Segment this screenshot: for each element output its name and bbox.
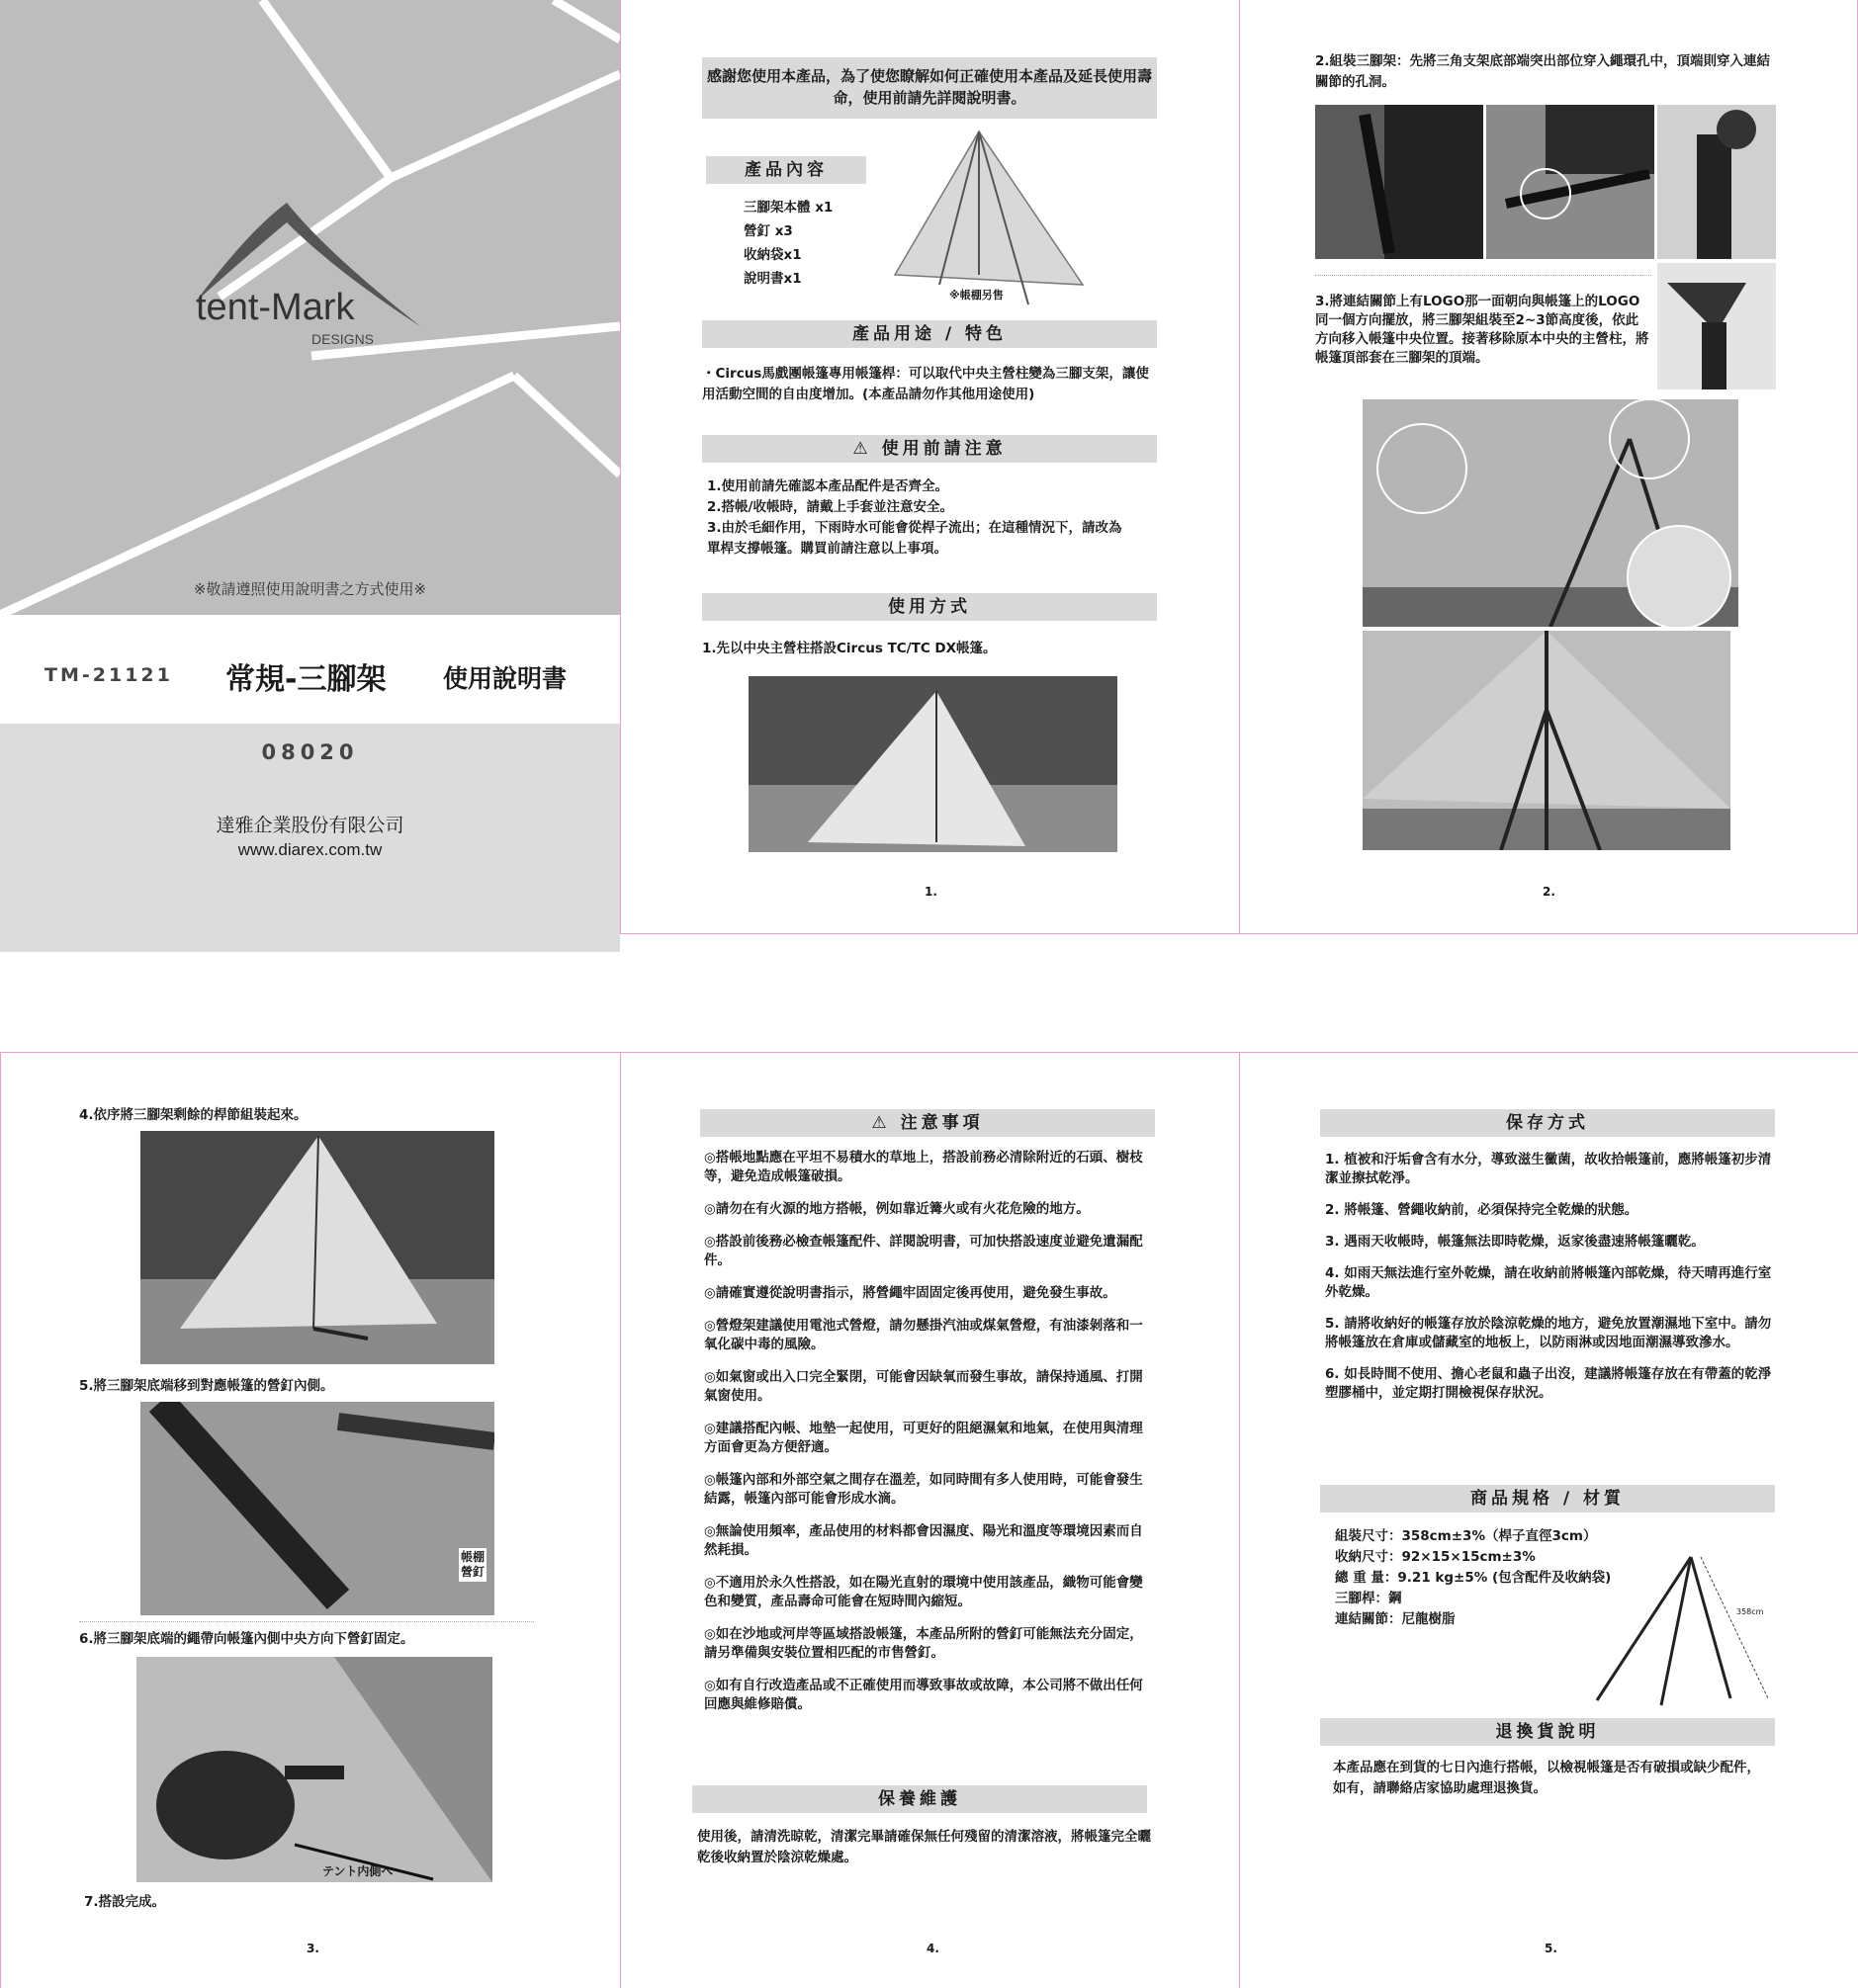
use-title: 產品用途 / 特色 (702, 320, 1157, 348)
photo-joint-icon (1657, 105, 1776, 259)
company-name: 達雅企業股份有限公司 (216, 815, 404, 836)
list-item: 3. 遇雨天收帳時，帳篷無法即時乾燥，返家後盡速將帳篷曬乾。 (1325, 1234, 1705, 1250)
list-item: 2.搭帳/收帳時，請戴上手套並注意安全。 (707, 499, 953, 515)
method-title: 使用方式 (702, 593, 1157, 621)
cover-notice: ※敬請遵照使用說明書之方式使用※ (193, 580, 427, 598)
hammer-photo-icon (136, 1657, 492, 1882)
step4-photo (140, 1131, 494, 1364)
list-item: ◎無論使用頻率，產品使用的材料都會因濕度、陽光和溫度等環境因素而自然耗損。 (704, 1523, 1143, 1558)
step-2: 2.組裝三腳架：先將三角支架底部端突出部位穿入繩環孔中，頂端則穿入連結關節的孔洞。 (1315, 53, 1771, 90)
step3-photo-tent (1363, 399, 1738, 627)
step2-photo-c (1657, 105, 1776, 259)
caution-title: ⚠ 使用前請注意 (702, 435, 1157, 463)
list-item: ◎搭設前後務必檢查帳篷配件、詳閱說明書，可加快搭設速度並避免遺漏配件。 (704, 1234, 1143, 1268)
list-item: ◎如有自行改造產品或不正確使用而導致事故或故障，本公司將不做出任何回應與維修賠償。 (704, 1678, 1143, 1712)
step2-photo-a (1315, 105, 1483, 259)
list-item: 2. 將帳篷、營繩收納前，必須保持完全乾燥的狀態。 (1325, 1202, 1638, 1218)
tripod-diagram (1592, 1552, 1780, 1710)
divider (79, 1621, 534, 1622)
product-code: 08020 (261, 740, 359, 764)
tent-photo-icon (140, 1131, 494, 1364)
peg-photo-icon (140, 1402, 494, 1615)
step1-photo (749, 676, 1117, 852)
tripod-inside-icon (1363, 631, 1730, 850)
logo-sub: DESIGNS (311, 331, 375, 347)
list-item: ◎不適用於永久性搭設，如在陽光直射的環境中使用該產品，織物可能會變色和變質，產品壽命可能會在短時間內縮短。 (704, 1575, 1143, 1609)
list-item: ◎請勿在有火源的地方搭帳，例如靠近篝火或有火花危險的地方。 (704, 1201, 1090, 1217)
page-number: 5. (1545, 1942, 1557, 1955)
peg-label: 帳棚 營釘 (459, 1548, 487, 1582)
return-text: 本產品應在到貨的七日內進行搭帳，以檢視帳篷是否有破損或缺少配件，如有，請聯絡店家協助處理退換貨。 (1333, 1760, 1760, 1796)
step6-photo (136, 1657, 492, 1882)
storage-title: 保存方式 (1320, 1109, 1775, 1137)
step-7: 7.搭設完成。 (84, 1894, 166, 1910)
page-number: 2. (1543, 885, 1555, 899)
tent-photo-icon (749, 676, 1117, 852)
spec-item: 收納尺寸：92×15×15cm±3% (1335, 1549, 1536, 1565)
storage-list (1325, 1151, 1775, 1416)
list-item: 三腳架本體 x1 (744, 200, 834, 216)
tent-note: ※帳棚另售 (949, 289, 1004, 302)
step-3: 3.將連結關節上有LOGO那一面朝向與帳篷上的LOGO同一個方向擺放，將三腳架組裝至2~3節高度後，依此方向移入帳篷中央位置。接著移除原本中央的主營柱，將帳篷頂部套在三腳架的頂端。 (1315, 294, 1649, 366)
cover-title-band (0, 615, 620, 724)
page-number: 4. (927, 1942, 939, 1955)
list-item: 說明書x1 (744, 271, 802, 287)
cover-top (0, 0, 620, 615)
step-1: 1.先以中央主營柱搭設Circus TC/TC DX帳篷。 (702, 641, 997, 656)
list-item: ◎營燈架建議使用電池式營燈，請勿懸掛汽油或煤氣營燈，有油漆剝落和一氧化碳中毒的風險。 (704, 1318, 1143, 1352)
cover-strip (0, 935, 620, 952)
divider (1315, 275, 1651, 276)
list-item: 1.使用前請先確認本產品配件是否齊全。 (707, 478, 949, 494)
use-text: ・Circus馬戲團帳篷專用帳篷桿：可以取代中央主營柱變為三腳支架，讓使用活動空間的自由度增加。(本產品請勿作其他用途使用) (702, 366, 1149, 402)
contents-title: 產品內容 (706, 156, 866, 184)
list-item: ◎帳篷內部和外部空氣之間存在溫差，如同時間有多人使用時，可能會發生結露，帳篷內部可能會形成水滴。 (704, 1472, 1143, 1507)
tent-inside-icon (1363, 399, 1738, 627)
inside-label: テント内側へ (322, 1864, 394, 1878)
tripod-dimension-icon (1592, 1552, 1780, 1710)
cover-bottom (0, 724, 620, 935)
step5-photo (140, 1402, 494, 1615)
photo-pole-icon (1315, 105, 1483, 259)
page-number: 1. (925, 885, 937, 899)
intro-box: 感謝您使用本產品，為了使您瞭解如何正確使用本產品及延長使用壽命，使用前請先詳閱說明書。 (702, 57, 1157, 119)
spec-item: 總 重 量：9.21 kg±5% (包含配件及收納袋) (1335, 1570, 1612, 1586)
notes-list (704, 1149, 1154, 1728)
step-5: 5.將三腳架底端移到對應帳篷的營釘內側。 (79, 1378, 334, 1394)
list-item: ◎請確實遵從說明書指示，將營繩牢固固定後再使用，避免發生事故。 (704, 1285, 1116, 1301)
list-item: 1. 植被和汙垢會含有水分，導致滋生黴菌，故收拾帳篷前，應將帳篷初步清潔並擦拭乾淨。 (1325, 1152, 1772, 1186)
care-title: 保養維護 (692, 1785, 1147, 1813)
return-title: 退換貨說明 (1320, 1718, 1775, 1746)
step-6: 6.將三腳架底端的繩帶向帳篷內側中央方向下營釘固定。 (79, 1631, 414, 1647)
list-item: 6. 如長時間不使用、擔心老鼠和蟲子出沒，建議將帳篷存放在有帶蓋的乾淨塑膠桶中，並定期打開檢視保存狀況。 (1325, 1366, 1772, 1401)
care-text: 使用後，請清洗晾乾，清潔完畢請確保無任何殘留的清潔溶液，將帳篷完全曬乾後收納置於陰涼乾燥處。 (697, 1829, 1151, 1865)
spec-list (1335, 1526, 1611, 1630)
photo-joint-logo-icon (1657, 263, 1776, 389)
page-number: 3. (307, 1942, 319, 1955)
product-name: 常規-三腳架 (225, 662, 387, 697)
brand-logo (188, 193, 435, 351)
model-number: TM-21121 (44, 664, 173, 686)
contents-list (744, 196, 833, 291)
list-item: 4. 如雨天無法進行室外乾燥，請在收納前將帳篷內部乾燥，待天晴再進行室外乾燥。 (1325, 1265, 1772, 1300)
list-item: 5. 請將收納好的帳篷存放於陰涼乾燥的地方，避免放置潮濕地下室中。請勿將帳篷放在倉庫或儲藏室的地板上，以防雨淋或因地面潮濕導致滲水。 (1325, 1316, 1772, 1350)
step-4: 4.依序將三腳架剩餘的桿節組裝起來。 (79, 1107, 308, 1123)
company-url: www.diarex.com.tw (237, 840, 383, 859)
dimension-label: 358cm (1736, 1607, 1764, 1616)
logo-wordmark: tent-Mark (196, 287, 355, 328)
spec-title: 商品規格 / 材質 (1320, 1485, 1775, 1513)
spec-item: 組裝尺寸：358cm±3%（桿子直徑3cm） (1335, 1528, 1597, 1544)
list-item: ◎建議搭配內帳、地墊一起使用，可更好的阻絕濕氣和地氣，在使用與清理方面會更為方便舒適。 (704, 1421, 1143, 1455)
list-item: ◎如氣窗或出入口完全緊閉，可能會因缺氧而發生事故，請保持通風、打開氣窗使用。 (704, 1369, 1143, 1404)
spec-item: 連結關節：尼龍樹脂 (1335, 1611, 1456, 1627)
list-item: 營釘 x3 (744, 223, 793, 239)
list-item: ◎搭帳地點應在平坦不易積水的草地上，搭設前務必清除附近的石頭、樹枝等，避免造成帳篷破損。 (704, 1150, 1143, 1184)
list-item: ◎如在沙地或河岸等區域搭設帳篷，本產品所附的營釘可能無法充分固定，請另準備與安裝位置相匹配的市售營釘。 (704, 1626, 1143, 1661)
notes-title: ⚠ 注意事項 (700, 1109, 1155, 1137)
step3-photo-tripod (1363, 631, 1730, 850)
manual-label: 使用說明書 (443, 664, 568, 693)
list-item: 收納袋x1 (744, 247, 802, 263)
caution-list (707, 476, 1122, 560)
step3-photo-joint (1657, 263, 1776, 389)
step2-photo-b (1486, 105, 1654, 259)
list-item: 3.由於毛細作用，下雨時水可能會從桿子流出；在這種情況下，請改為單桿支撐帳篷。購買前請注意以上事項。 (707, 520, 1122, 557)
photo-ring-icon (1486, 105, 1654, 259)
warning-icon: ⚠ (871, 1113, 901, 1133)
spec-item: 三腳桿：鋼 (1335, 1591, 1402, 1606)
warning-icon: ⚠ (852, 439, 882, 459)
